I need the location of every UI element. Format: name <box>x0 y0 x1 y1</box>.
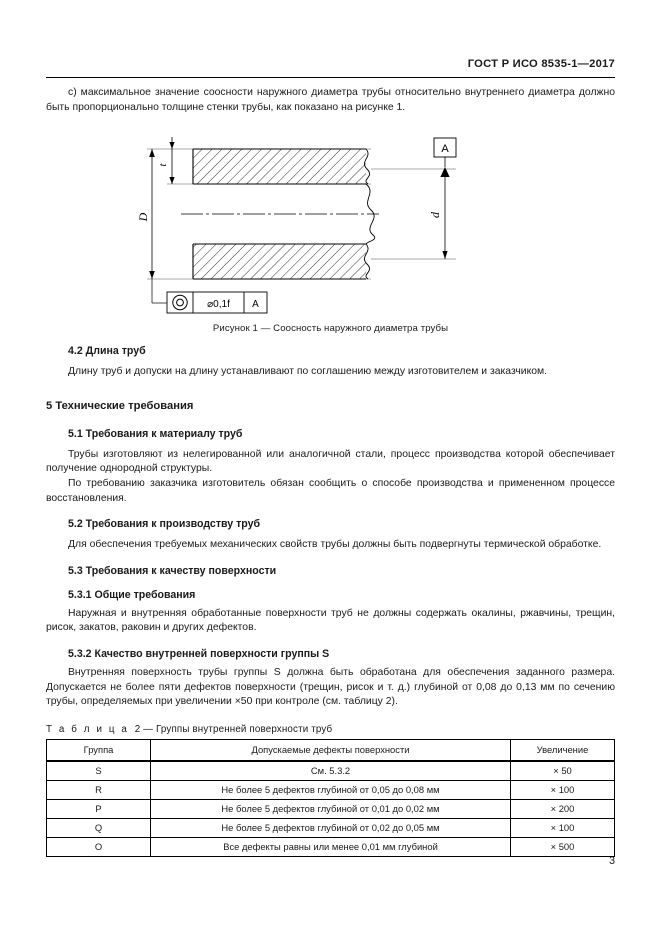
heading-5-3: 5.3 Требования к качеству поверхности <box>68 564 277 577</box>
heading-5: 5 Технические требования <box>46 399 194 412</box>
cell-defects: См. 5.3.2 <box>151 761 511 781</box>
column-header-magnification: Увеличение <box>511 739 615 761</box>
label-t: t <box>156 163 169 167</box>
cell-group: O <box>47 837 151 856</box>
table-row <box>47 837 615 856</box>
paragraph-item-c: с) максимальное значение соосности наружного диаметра трубы относительно внутреннего диаметра должно быть пропорционально толщине стенки трубы, как показано на рисунке 1. <box>46 87 615 113</box>
figure-caption: Рисунок 1 — Соосность наружного диаметра трубы <box>212 323 449 335</box>
table-dash: — <box>143 723 154 735</box>
column-header-group: Группа <box>47 739 151 761</box>
cell-group: R <box>47 780 151 799</box>
table-number: 2 <box>134 723 141 735</box>
table-row <box>47 818 615 837</box>
table-title-text: Группы внутренней поверхности труб <box>156 723 333 735</box>
paragraph-4-2-1: Длину труб и допуски на длину устанавливают по соглашению между изготовителем и заказчиком. <box>68 366 548 378</box>
cell-magnification: × 50 <box>511 761 615 781</box>
cell-group: S <box>47 761 151 781</box>
page-number: 3 <box>609 855 615 867</box>
heading-4-2: 4.2 Длина труб <box>68 345 146 358</box>
table-label-prefix: Т а б л и ц а <box>46 723 129 735</box>
heading-5-3-1: 5.3.1 Общие требования <box>68 588 196 601</box>
figure-1 <box>46 131 615 335</box>
cell-magnification: × 500 <box>511 837 615 856</box>
pipe-wall-upper <box>193 149 370 184</box>
cell-magnification: × 100 <box>511 818 615 837</box>
paragraph-5-3-2-1: Внутренняя поверхность трубы группы S должна быть обработана для обеспечения заданного размера. Допускается не более пяти дефектов поверхности (трещин, рисок и т. д.) глубиной от 0,08 до 0,13 мм по сечению трубы, определяемых при увеличении ×50 при контроле (см. таблицу 2). <box>46 666 615 708</box>
dimension-wall-thickness <box>157 137 175 184</box>
heading-5-3-2: 5.3.2 Качество внутренней поверхности группы S <box>68 647 330 660</box>
cell-magnification: × 200 <box>511 799 615 818</box>
table-row <box>47 780 615 799</box>
column-header-allowed-defects: Допускаемые дефекты поверхности <box>151 739 511 761</box>
table-header-row <box>47 739 615 761</box>
table-2-caption <box>46 724 615 735</box>
cell-group: P <box>47 799 151 818</box>
cell-defects: Не более 5 дефектов глубиной от 0,02 до 0,05 мм <box>151 818 511 837</box>
tolerance-datum-label: A <box>251 299 259 311</box>
label-D: D <box>135 212 150 222</box>
page-content <box>46 86 615 857</box>
cell-defects: Все дефекты равны или менее 0,01 мм глубиной <box>151 837 511 856</box>
tolerance-value-label: ⌀0,1f <box>206 299 230 311</box>
pipe-wall-lower <box>193 244 370 279</box>
pipe-concentricity-drawing <box>121 131 541 321</box>
paragraph-5-3-1-1: Наружная и внутренняя обработанные поверхности труб не должны содержать окалины, ржавчины, трещин, рисок, закатов, раковин и других дефектов. <box>46 607 615 634</box>
heading-5-1: 5.1 Требования к материалу труб <box>68 427 243 440</box>
cell-magnification: × 100 <box>511 780 615 799</box>
feature-control-frame <box>152 279 267 313</box>
datum-feature-indicator <box>434 138 456 177</box>
paragraph-5-1-2: По требованию заказчика изготовитель обязан сообщить о способе производства и примененном процессе восстановления. <box>46 477 615 504</box>
label-d: d <box>427 212 442 219</box>
cell-defects: Не более 5 дефектов глубиной от 0,01 до 0,02 мм <box>151 799 511 818</box>
table-row <box>47 799 615 818</box>
table-row <box>47 761 615 781</box>
datum-box-label: A <box>440 143 449 156</box>
dimension-inner-diameter <box>428 169 448 259</box>
table-surface-groups <box>46 739 615 857</box>
dimension-outer-diameter <box>136 149 155 279</box>
heading-5-2: 5.2 Требования к производству труб <box>68 518 261 531</box>
cell-group: Q <box>47 818 151 837</box>
page-header-standard-number: ГОСТ Р ИСО 8535-1—2017 <box>467 58 615 70</box>
paragraph-5-2-1: Для обеспечения требуемых механических свойств трубы должны быть подвергнуты термической обработке. <box>68 539 602 551</box>
cell-defects: Не более 5 дефектов глубиной от 0,05 до 0,08 мм <box>151 780 511 799</box>
paragraph-5-1-1: Трубы изготовляют из нелегированной или аналогичной стали, процесс производства которой обеспечивает получение однородной структуры. <box>46 448 615 475</box>
header-rule <box>46 77 615 78</box>
